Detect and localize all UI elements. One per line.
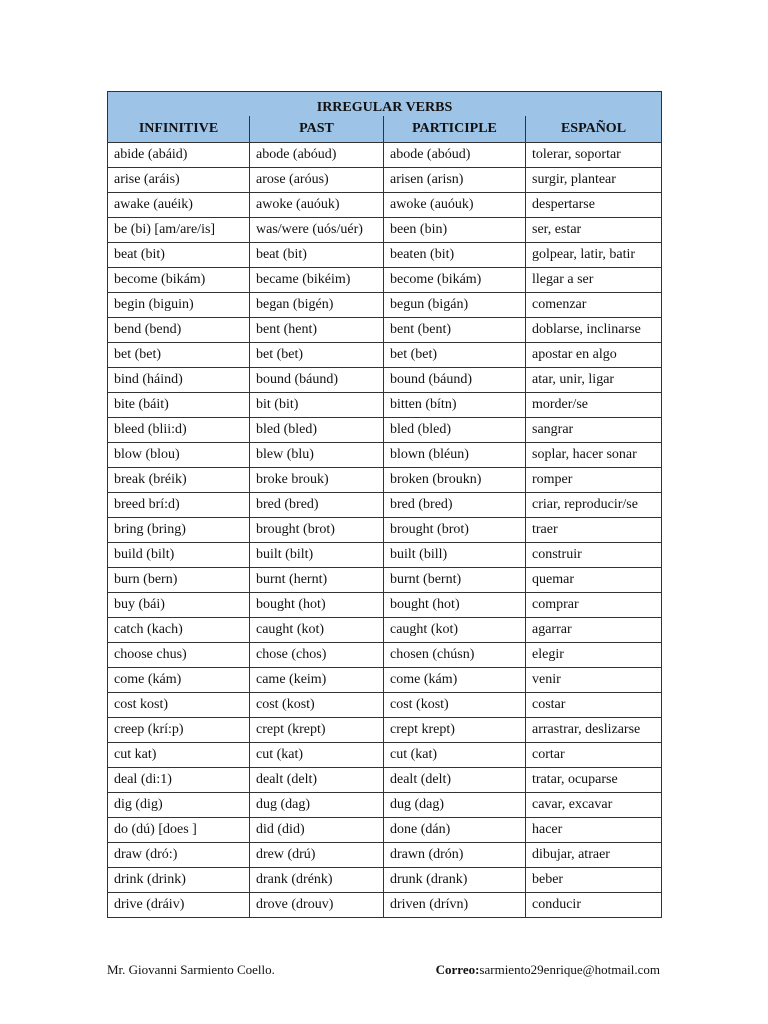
table-row (108, 593, 662, 618)
cell-espanol: venir (526, 668, 662, 693)
cell-infinitive: cost kost) (108, 693, 250, 718)
cell-participle: arisen (arisn) (384, 168, 526, 193)
cell-espanol: tratar, ocuparse (526, 768, 662, 793)
cell-infinitive: drink (drink) (108, 868, 250, 893)
cell-participle: done (dán) (384, 818, 526, 843)
table-row (108, 543, 662, 568)
cell-infinitive: break (bréik) (108, 468, 250, 493)
cell-past: did (did) (250, 818, 384, 843)
table-row (108, 768, 662, 793)
cell-past: burnt (hernt) (250, 568, 384, 593)
cell-past: built (bilt) (250, 543, 384, 568)
cell-participle: dealt (delt) (384, 768, 526, 793)
cell-infinitive: come (kám) (108, 668, 250, 693)
table-row (108, 743, 662, 768)
cell-participle: caught (kot) (384, 618, 526, 643)
table-row (108, 668, 662, 693)
cell-participle: bet (bet) (384, 343, 526, 368)
cell-espanol: atar, unir, ligar (526, 368, 662, 393)
table-row (108, 293, 662, 318)
table-row (108, 218, 662, 243)
cell-past: caught (kot) (250, 618, 384, 643)
cell-past: came (keim) (250, 668, 384, 693)
table-row (108, 243, 662, 268)
table-row (108, 643, 662, 668)
cell-infinitive: bind (háind) (108, 368, 250, 393)
cell-participle: driven (drívn) (384, 893, 526, 918)
cell-past: bent (hent) (250, 318, 384, 343)
cell-infinitive: drive (dráiv) (108, 893, 250, 918)
cell-participle: dug (dag) (384, 793, 526, 818)
cell-past: dug (dag) (250, 793, 384, 818)
cell-past: bought (hot) (250, 593, 384, 618)
table-row (108, 418, 662, 443)
cell-past: crept (krept) (250, 718, 384, 743)
cell-participle: burnt (bernt) (384, 568, 526, 593)
table-row (108, 393, 662, 418)
footer-email-label: Correo: (435, 962, 480, 977)
cell-participle: broken (broukn) (384, 468, 526, 493)
cell-espanol: conducir (526, 893, 662, 918)
column-header-participle: PARTICIPLE (384, 116, 526, 143)
cell-infinitive: choose chus) (108, 643, 250, 668)
cell-past: broke brouk) (250, 468, 384, 493)
cell-participle: drawn (drón) (384, 843, 526, 868)
cell-participle: cost (kost) (384, 693, 526, 718)
cell-past: began (bigén) (250, 293, 384, 318)
irregular-verbs-table (107, 91, 662, 918)
cell-infinitive: abide (abáid) (108, 143, 250, 168)
cell-espanol: quemar (526, 568, 662, 593)
cell-participle: blown (bléun) (384, 443, 526, 468)
cell-participle: abode (abóud) (384, 143, 526, 168)
table-row (108, 818, 662, 843)
cell-infinitive: catch (kach) (108, 618, 250, 643)
cell-past: bet (bet) (250, 343, 384, 368)
table-row (108, 168, 662, 193)
table-row (108, 518, 662, 543)
cell-espanol: tolerar, soportar (526, 143, 662, 168)
cell-participle: cut (kat) (384, 743, 526, 768)
table-row (108, 493, 662, 518)
cell-participle: bled (bled) (384, 418, 526, 443)
footer-email: sarmiento29enrique@hotmail.com (479, 962, 660, 977)
column-header-espanol: ESPAÑOL (526, 116, 662, 143)
table-row (108, 843, 662, 868)
cell-infinitive: dig (dig) (108, 793, 250, 818)
cell-espanol: ser, estar (526, 218, 662, 243)
cell-infinitive: bleed (blii:d) (108, 418, 250, 443)
cell-participle: bound (báund) (384, 368, 526, 393)
cell-espanol: cortar (526, 743, 662, 768)
cell-past: arose (aróus) (250, 168, 384, 193)
cell-participle: bought (hot) (384, 593, 526, 618)
table-row (108, 143, 662, 168)
table-row (108, 318, 662, 343)
cell-espanol: comenzar (526, 293, 662, 318)
cell-infinitive: build (bilt) (108, 543, 250, 568)
cell-espanol: traer (526, 518, 662, 543)
cell-participle: beaten (bit) (384, 243, 526, 268)
cell-participle: brought (brot) (384, 518, 526, 543)
cell-past: was/were (uós/uér) (250, 218, 384, 243)
cell-infinitive: blow (blou) (108, 443, 250, 468)
cell-espanol: llegar a ser (526, 268, 662, 293)
cell-infinitive: bet (bet) (108, 343, 250, 368)
cell-infinitive: creep (krí:p) (108, 718, 250, 743)
table-row (108, 793, 662, 818)
cell-espanol: cavar, excavar (526, 793, 662, 818)
cell-participle: chosen (chúsn) (384, 643, 526, 668)
cell-espanol: elegir (526, 643, 662, 668)
table-body (108, 143, 662, 918)
cell-espanol: agarrar (526, 618, 662, 643)
table-title: IRREGULAR VERBS (108, 92, 662, 117)
cell-espanol: apostar en algo (526, 343, 662, 368)
column-header-infinitive: INFINITIVE (108, 116, 250, 143)
cell-infinitive: burn (bern) (108, 568, 250, 593)
cell-espanol: soplar, hacer sonar (526, 443, 662, 468)
cell-past: beat (bit) (250, 243, 384, 268)
cell-past: became (bikéim) (250, 268, 384, 293)
cell-espanol: surgir, plantear (526, 168, 662, 193)
footer-author: Mr. Giovanni Sarmiento Coello. (107, 962, 275, 977)
cell-past: bled (bled) (250, 418, 384, 443)
table-row (108, 868, 662, 893)
cell-infinitive: become (bikám) (108, 268, 250, 293)
cell-infinitive: deal (di:1) (108, 768, 250, 793)
cell-infinitive: bend (bend) (108, 318, 250, 343)
cell-espanol: despertarse (526, 193, 662, 218)
cell-espanol: morder/se (526, 393, 662, 418)
cell-infinitive: cut kat) (108, 743, 250, 768)
table-row (108, 468, 662, 493)
table-row (108, 693, 662, 718)
cell-espanol: sangrar (526, 418, 662, 443)
cell-past: drove (drouv) (250, 893, 384, 918)
cell-participle: bitten (bítn) (384, 393, 526, 418)
footer-contact (436, 962, 660, 978)
cell-participle: become (bikám) (384, 268, 526, 293)
cell-infinitive: bring (bring) (108, 518, 250, 543)
cell-participle: been (bin) (384, 218, 526, 243)
cell-espanol: golpear, latir, batir (526, 243, 662, 268)
cell-infinitive: breed brí:d) (108, 493, 250, 518)
cell-infinitive: begin (biguin) (108, 293, 250, 318)
cell-espanol: arrastrar, deslizarse (526, 718, 662, 743)
cell-infinitive: arise (aráis) (108, 168, 250, 193)
cell-participle: come (kám) (384, 668, 526, 693)
cell-past: bred (bred) (250, 493, 384, 518)
cell-espanol: comprar (526, 593, 662, 618)
cell-espanol: beber (526, 868, 662, 893)
cell-espanol: criar, reproducir/se (526, 493, 662, 518)
table-row (108, 568, 662, 593)
cell-participle: awoke (auóuk) (384, 193, 526, 218)
cell-past: chose (chos) (250, 643, 384, 668)
cell-past: brought (brot) (250, 518, 384, 543)
cell-participle: crept krept) (384, 718, 526, 743)
cell-participle: built (bill) (384, 543, 526, 568)
table-row (108, 618, 662, 643)
cell-past: awoke (auóuk) (250, 193, 384, 218)
cell-infinitive: beat (bit) (108, 243, 250, 268)
cell-espanol: romper (526, 468, 662, 493)
table-row (108, 268, 662, 293)
cell-espanol: construir (526, 543, 662, 568)
header-row (108, 116, 662, 143)
cell-past: bit (bit) (250, 393, 384, 418)
table-row (108, 368, 662, 393)
cell-participle: drunk (drank) (384, 868, 526, 893)
cell-espanol: costar (526, 693, 662, 718)
table-row (108, 193, 662, 218)
column-header-past: PAST (250, 116, 384, 143)
cell-past: cut (kat) (250, 743, 384, 768)
table-row (108, 893, 662, 918)
cell-infinitive: be (bi) [am/are/is] (108, 218, 250, 243)
table-row (108, 343, 662, 368)
cell-past: cost (kost) (250, 693, 384, 718)
cell-past: abode (abóud) (250, 143, 384, 168)
cell-infinitive: buy (bái) (108, 593, 250, 618)
cell-participle: bred (bred) (384, 493, 526, 518)
cell-espanol: doblarse, inclinarse (526, 318, 662, 343)
cell-infinitive: bite (báit) (108, 393, 250, 418)
cell-participle: bent (bent) (384, 318, 526, 343)
cell-past: drank (drénk) (250, 868, 384, 893)
cell-espanol: hacer (526, 818, 662, 843)
cell-infinitive: draw (dró:) (108, 843, 250, 868)
cell-participle: begun (bigán) (384, 293, 526, 318)
table-row (108, 718, 662, 743)
cell-infinitive: do (dú) [does ] (108, 818, 250, 843)
cell-past: dealt (delt) (250, 768, 384, 793)
cell-past: drew (drú) (250, 843, 384, 868)
cell-espanol: dibujar, atraer (526, 843, 662, 868)
cell-past: blew (blu) (250, 443, 384, 468)
cell-infinitive: awake (auéik) (108, 193, 250, 218)
cell-past: bound (báund) (250, 368, 384, 393)
table-row (108, 443, 662, 468)
